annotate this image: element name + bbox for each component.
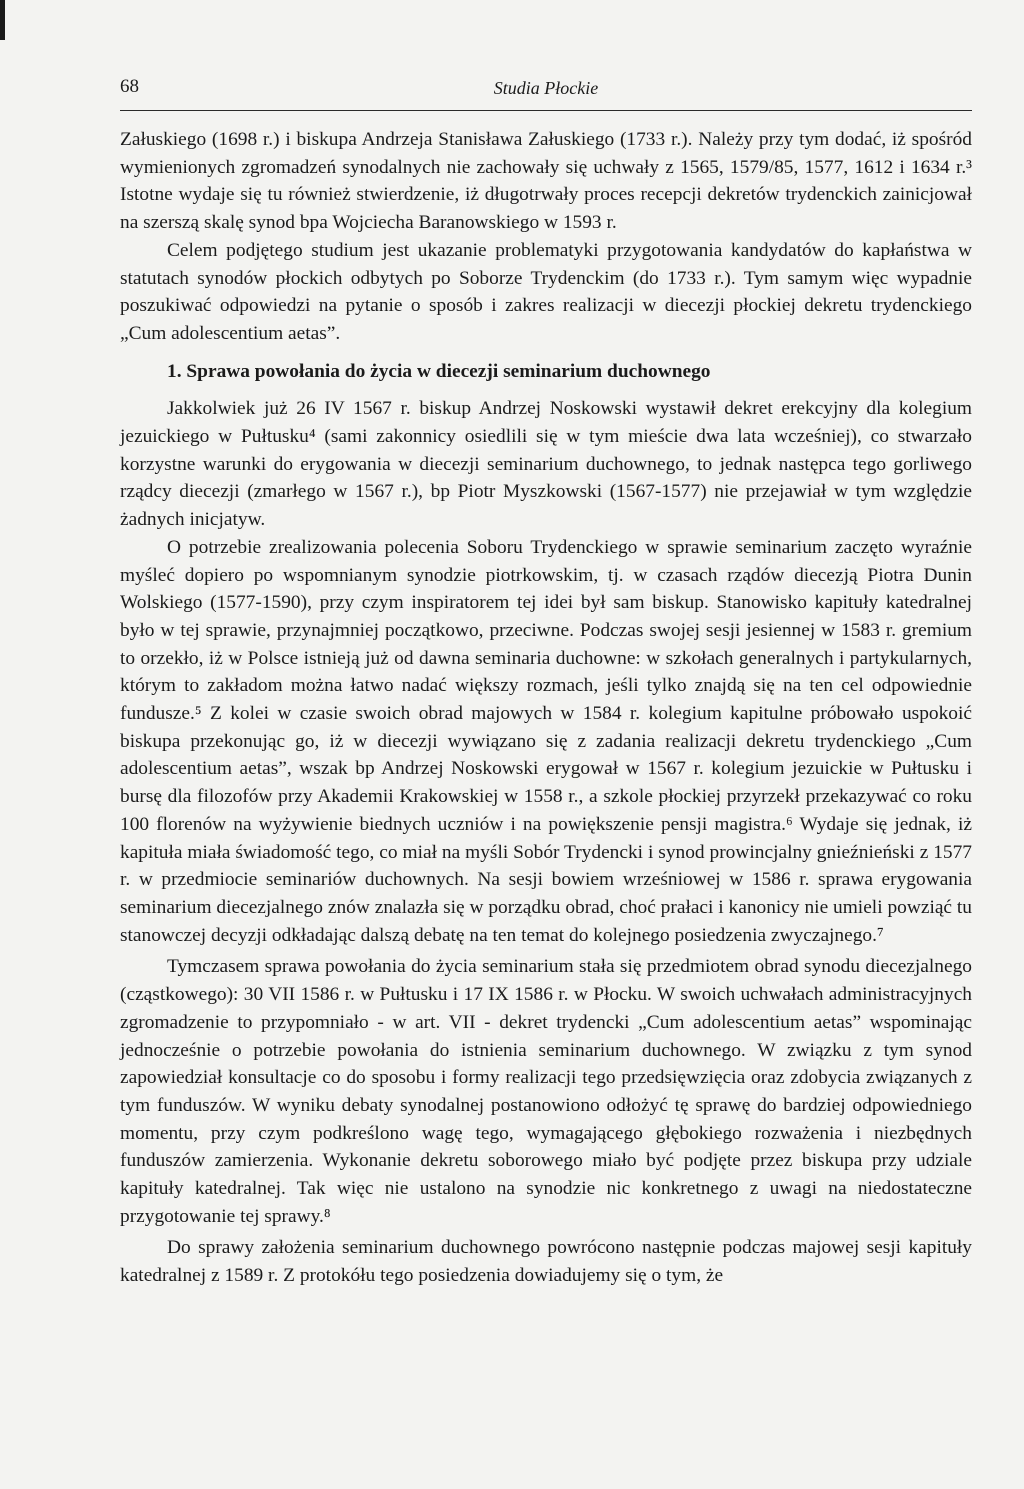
body-text <box>120 126 972 1290</box>
paragraph-continuation: Załuskiego (1698 r.) i biskupa Andrzeja Stanisława Załuskiego (1733 r.). Należy przy tym dodać, iż spośród wymienionych zgromadzeń synodalnych nie zachowały się uchwały z 1565, 1579/85, 1577, 1612 i 1634 r.³ Istotne wydaje się tu również stwierdzenie, iż długotrwały proces recepcji dekretów trydenckich zainicjował na szerszą skalę synod bpa Wojciecha Baranowskiego w 1593 r. <box>120 129 972 234</box>
paragraph-diocesan-synod: Tymczasem sprawa powołania do życia seminarium stała się przedmiotem obrad synodu diecezjalnego (cząstkowego): 30 VII 1586 r. w Pułtusku i 17 IX 1586 r. w Płocku. W swoich uchwałach administracyjnych zgromadzenie to przypomniało - w art. VII - dekret trydencki „Cum adolescentium aetas” wspominając jednocześnie o potrzebie powołania do istnienia seminarium duchownego. W związku z tym synod zapowiedział konsultacje co do sposobu i formy realizacji tego przedsięwzięcia oraz zdobycia związanych z tym funduszów. W wyniku debaty synodalnej postanowiono odłożyć tę sprawę do bardziej odpowiedniego momentu, przy czym podkreślono wagę tego, wymagającego głębokiego rozważenia i niezbędnych funduszów zamierzenia. Wykonanie dekretu soborowego miało być podjęte przez biskupa przy udziale kapituły katedralnej. Tak więc nie ustalono na synodzie nic konkretnego z uwagi na niedostateczne przygotowanie tej sprawy.⁸ <box>120 956 972 1227</box>
paragraph-jesuit-college: Jakkolwiek już 26 IV 1567 r. biskup Andrzej Noskowski wystawił dekret erekcyjny dla kolegium jezuickiego w Pułtusku⁴ (sami zakonnicy osiedlili się w tym mieście dwa lata wcześniej), co stwarzało korzystne warunki do erygowania w diecezji seminarium duchownego, to jednak następca tego gorliwego rządcy diecezji (zmarłego w 1567 r.), bp Piotr Myszkowski (1567-1577) nie przejawiał w tym względzie żadnych inicjatyw. <box>120 398 972 531</box>
header-rule <box>120 110 972 111</box>
page-header <box>120 76 972 102</box>
paragraph-study-aim: Celem podjętego studium jest ukazanie problematyki przygotowania kandydatów do kapłaństwa w statutach synodów płockich odbytych po Soborze Trydenckim (do 1733 r.). Tym samym więc wypadnie poszukiwać odpowiedzi na pytanie o sposób i zakres realizacji w diecezji płockiej dekretu trydenckiego „Cum adolescentium aetas”. <box>120 239 972 344</box>
section-heading: 1. Sprawa powołania do życia w diecezji seminarium duchownego <box>167 360 711 382</box>
running-title: Studia Płockie <box>493 78 599 98</box>
page-number: 68 <box>120 76 139 97</box>
paragraph-chapter-session: Do sprawy założenia seminarium duchownego powrócono następnie podczas majowej sesji kapituły katedralnej z 1589 r. Z protokółu tego posiedzenia dowiadujemy się o tym, że <box>120 1237 972 1287</box>
paragraph-council-decree: O potrzebie zrealizowania polecenia Soboru Trydenckiego w sprawie seminarium zaczęto wyraźnie myśleć dopiero po wspomnianym synodzie piotrkowskim, tj. w czasach rządów diecezją Piotra Dunin Wolskiego (1577-1590), przy czym inspiratorem tej idei był sam biskup. Stanowisko kapituły katedralnej było w tej sprawie, przynajmniej początkowo, przeciwne. Podczas swojej sesji jesiennej w 1583 r. gremium to orzekło, iż w Polsce istnieją już od dawna seminaria duchowne: w szkołach generalnych i partykularnych, którym to zakładom można łatwo nadać większy rozmach, jeśli tylko znajdą się na ten cel odpowiednie fundusze.⁵ Z kolei w czasie swoich obrad majowych w 1584 r. kolegium kapitulne próbowało uspokoić biskupa przekonując go, iż w diecezji wywiązano się z zadania realizacji dekretu trydenckiego „Cum adolescentium aetas”, wszak bp Andrzej Noskowski erygował w 1567 r. kolegium jezuickie w Pułtusku i bursę dla filozofów przy Akademii Krakowskiej w 1558 r., a szkole płockiej przyrzekł przekazywać co roku 100 florenów na wyżywienie biednych uczniów i na powiększenie pensji magistra.⁶ Wydaje się jednak, iż kapituła miała świadomość tego, co miał na myśli Sobór Trydencki i synod prowincjalny gnieźnieński z 1577 r. w przedmiocie seminariów duchownych. Na sesji bowiem wrześniowej w 1586 r. sprawa erygowania seminarium diecezjalnego znów znalazła się w porządku obrad, choć prałaci i kanonicy nie umieli powziąć tu stanowczej decyzji odkładając dalszą debatę na ten temat do kolejnego posiedzenia zwyczajnego.⁷ <box>120 536 972 946</box>
scan-edge-mark <box>0 0 5 40</box>
